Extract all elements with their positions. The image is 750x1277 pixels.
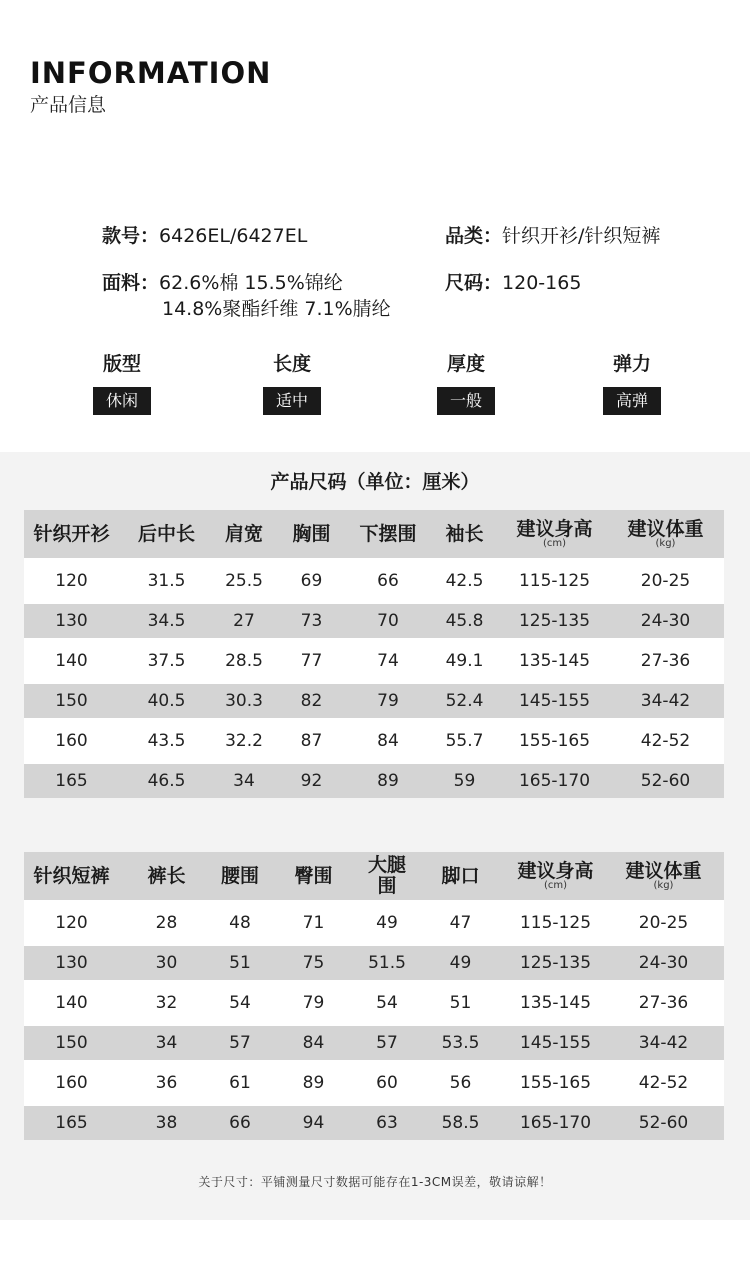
table-row — [24, 558, 724, 604]
table-cell: 36 — [119, 1060, 214, 1106]
cardigan-header-cell — [427, 510, 502, 558]
attr-fit-tag: 休闲 — [93, 387, 151, 415]
table-cell: 57 — [214, 1026, 266, 1060]
table-cell: 30 — [119, 946, 214, 980]
table-cell: 115-125 — [508, 900, 603, 946]
table-row — [24, 638, 724, 684]
attr-fit-label: 版型 — [102, 353, 141, 375]
cardigan-header-row — [24, 510, 724, 558]
table-cell: 42-52 — [607, 718, 724, 764]
shorts-header-unit: (kg) — [653, 879, 674, 891]
table-cell: 34 — [214, 764, 274, 798]
attr-length — [247, 351, 337, 415]
style-number — [102, 221, 307, 248]
table-cell: 55.7 — [427, 718, 502, 764]
table-cell: 150 — [24, 684, 119, 718]
style-number-label: 款号： — [102, 225, 160, 247]
table-cell: 24-30 — [603, 946, 724, 980]
table-cell: 34.5 — [119, 604, 214, 638]
table-cell: 63 — [361, 1106, 413, 1140]
size-range — [445, 268, 581, 295]
size-range-label: 尺码： — [445, 272, 503, 294]
table-cell: 38 — [119, 1106, 214, 1140]
table-cell: 27 — [214, 604, 274, 638]
shorts-header-cell — [508, 852, 603, 900]
table-cell: 160 — [24, 718, 119, 764]
page-title: INFORMATION — [30, 56, 272, 90]
shorts-header-cell — [24, 852, 119, 900]
shorts-header-label: 建议身高 — [517, 860, 594, 883]
table-cell: 155-165 — [508, 1060, 603, 1106]
table-cell: 53.5 — [413, 1026, 508, 1060]
table-cell: 34-42 — [607, 684, 724, 718]
table-cell: 135-145 — [508, 980, 603, 1026]
table-cell: 145-155 — [508, 1026, 603, 1060]
fabric-line-2: 14.8%聚酯纤维 7.1%腈纶 — [162, 298, 391, 320]
table-cell: 79 — [266, 980, 361, 1026]
table-cell: 66 — [214, 1106, 266, 1140]
table-cell: 165 — [24, 764, 119, 798]
table-cell: 165 — [24, 1106, 119, 1140]
size-range-value: 120-165 — [502, 272, 582, 294]
attr-elasticity — [587, 351, 677, 415]
table-cell: 34 — [119, 1026, 214, 1060]
shorts-header-label: 建议体重 — [625, 860, 702, 883]
cardigan-header-unit: (kg) — [655, 537, 676, 549]
table-cell: 37.5 — [119, 638, 214, 684]
cardigan-header-cell — [607, 510, 724, 558]
table-cell: 20-25 — [603, 900, 724, 946]
table-row — [24, 946, 724, 980]
shorts-header-label: 裤长 — [147, 864, 186, 887]
table-cell: 45.8 — [427, 604, 502, 638]
table-cell: 120 — [24, 900, 119, 946]
table-cell: 57 — [361, 1026, 413, 1060]
table-cell: 79 — [349, 684, 427, 718]
cardigan-header-label: 下摆围 — [359, 522, 417, 545]
page-subtitle: 产品信息 — [30, 94, 107, 116]
table-cell: 82 — [274, 684, 349, 718]
table-row — [24, 1106, 724, 1140]
table-cell: 61 — [214, 1060, 266, 1106]
shorts-size-table — [24, 852, 724, 1140]
table-row — [24, 684, 724, 718]
cardigan-header-label: 袖长 — [445, 522, 484, 545]
attr-thickness — [421, 351, 511, 415]
table-cell: 43.5 — [119, 718, 214, 764]
table-cell: 49 — [413, 946, 508, 980]
attr-length-label: 长度 — [272, 353, 311, 375]
table-cell: 32 — [119, 980, 214, 1026]
shorts-header-unit: (cm) — [543, 879, 568, 891]
cardigan-header-cell — [502, 510, 607, 558]
table-cell: 54 — [361, 980, 413, 1026]
table-cell: 20-25 — [607, 558, 724, 604]
table-cell: 60 — [361, 1060, 413, 1106]
category-label: 品类： — [445, 225, 503, 247]
shorts-header-label: 臀围 — [294, 864, 333, 887]
fabric — [102, 268, 343, 295]
size-chart-title: 产品尺码（单位：厘米） — [270, 471, 480, 493]
attr-thickness-label: 厚度 — [446, 353, 485, 375]
category — [445, 221, 660, 248]
table-cell: 92 — [274, 764, 349, 798]
shorts-header-cell — [361, 852, 413, 900]
cardigan-header-cell — [214, 510, 274, 558]
table-cell: 25.5 — [214, 558, 274, 604]
table-row — [24, 1026, 724, 1060]
table-cell: 47 — [413, 900, 508, 946]
table-cell: 52-60 — [607, 764, 724, 798]
table-cell: 69 — [274, 558, 349, 604]
style-number-value: 6426EL/6427EL — [159, 225, 308, 247]
table-cell: 52-60 — [603, 1106, 724, 1140]
table-cell: 49.1 — [427, 638, 502, 684]
table-cell: 135-145 — [502, 638, 607, 684]
table-cell: 66 — [349, 558, 427, 604]
table-cell: 165-170 — [502, 764, 607, 798]
table-cell: 87 — [274, 718, 349, 764]
table-row — [24, 1060, 724, 1106]
attr-length-tag: 适中 — [263, 387, 321, 415]
table-cell: 51 — [413, 980, 508, 1026]
table-cell: 130 — [24, 604, 119, 638]
cardigan-header-label: 建议体重 — [627, 518, 704, 541]
cardigan-header-label: 针织开衫 — [33, 522, 110, 545]
table-cell: 40.5 — [119, 684, 214, 718]
table-cell: 52.4 — [427, 684, 502, 718]
table-cell: 54 — [214, 980, 266, 1026]
table-cell: 34-42 — [603, 1026, 724, 1060]
attr-elasticity-label: 弹力 — [612, 353, 651, 375]
attr-thickness-tag: 一般 — [437, 387, 495, 415]
cardigan-header-cell — [349, 510, 427, 558]
cardigan-header-cell — [119, 510, 214, 558]
shorts-header-row — [24, 852, 724, 900]
table-cell: 165-170 — [508, 1106, 603, 1140]
table-cell: 71 — [266, 900, 361, 946]
shorts-header-label: 大腿围 — [367, 854, 406, 897]
shorts-header-label: 脚口 — [441, 864, 480, 887]
table-cell: 48 — [214, 900, 266, 946]
table-cell: 130 — [24, 946, 119, 980]
table-cell: 120 — [24, 558, 119, 604]
cardigan-header-cell — [24, 510, 119, 558]
table-cell: 115-125 — [502, 558, 607, 604]
table-cell: 150 — [24, 1026, 119, 1060]
table-cell: 42.5 — [427, 558, 502, 604]
cardigan-header-label: 胸围 — [292, 522, 331, 545]
shorts-header-cell — [413, 852, 508, 900]
shorts-header-label: 腰围 — [220, 864, 259, 887]
table-cell: 27-36 — [603, 980, 724, 1026]
table-cell: 51 — [214, 946, 266, 980]
table-cell: 145-155 — [502, 684, 607, 718]
table-cell: 28 — [119, 900, 214, 946]
cardigan-header-label: 后中长 — [137, 522, 195, 545]
table-cell: 46.5 — [119, 764, 214, 798]
table-cell: 77 — [274, 638, 349, 684]
cardigan-header-unit: (cm) — [542, 537, 567, 549]
table-row — [24, 764, 724, 798]
fabric-label: 面料： — [102, 272, 160, 294]
table-cell: 56 — [413, 1060, 508, 1106]
table-cell: 58.5 — [413, 1106, 508, 1140]
fabric-line-1: 62.6%棉 15.5%锦纶 — [159, 272, 343, 294]
table-cell: 75 — [266, 946, 361, 980]
category-value: 针织开衫/针织短裤 — [502, 225, 661, 247]
table-cell: 30.3 — [214, 684, 274, 718]
table-row — [24, 718, 724, 764]
table-cell: 84 — [349, 718, 427, 764]
table-cell: 125-135 — [502, 604, 607, 638]
table-cell: 42-52 — [603, 1060, 724, 1106]
table-cell: 49 — [361, 900, 413, 946]
cardigan-header-label: 肩宽 — [224, 522, 263, 545]
shorts-header-cell — [266, 852, 361, 900]
table-cell: 140 — [24, 638, 119, 684]
table-cell: 27-36 — [607, 638, 724, 684]
table-cell: 24-30 — [607, 604, 724, 638]
attr-fit — [77, 351, 167, 415]
shorts-header-label: 针织短裤 — [33, 864, 110, 887]
table-cell: 31.5 — [119, 558, 214, 604]
table-cell: 155-165 — [502, 718, 607, 764]
measurement-note: 关于尺寸：平铺测量尺寸数据可能存在1-3CM误差，敬请谅解！ — [198, 1175, 552, 1189]
table-cell: 59 — [427, 764, 502, 798]
table-cell: 140 — [24, 980, 119, 1026]
table-cell: 28.5 — [214, 638, 274, 684]
table-row — [24, 900, 724, 946]
table-cell: 89 — [266, 1060, 361, 1106]
table-cell: 160 — [24, 1060, 119, 1106]
table-cell: 89 — [349, 764, 427, 798]
cardigan-header-cell — [274, 510, 349, 558]
table-cell: 51.5 — [361, 946, 413, 980]
shorts-header-cell — [119, 852, 214, 900]
table-row — [24, 604, 724, 638]
shorts-header-cell — [214, 852, 266, 900]
table-cell: 84 — [266, 1026, 361, 1060]
table-row — [24, 980, 724, 1026]
table-cell: 125-135 — [508, 946, 603, 980]
cardigan-header-label: 建议身高 — [516, 518, 593, 541]
table-cell: 74 — [349, 638, 427, 684]
cardigan-size-table — [24, 510, 724, 798]
table-cell: 70 — [349, 604, 427, 638]
table-cell: 94 — [266, 1106, 361, 1140]
attr-elasticity-tag: 高弹 — [603, 387, 661, 415]
table-cell: 73 — [274, 604, 349, 638]
shorts-header-cell — [603, 852, 724, 900]
table-cell: 32.2 — [214, 718, 274, 764]
